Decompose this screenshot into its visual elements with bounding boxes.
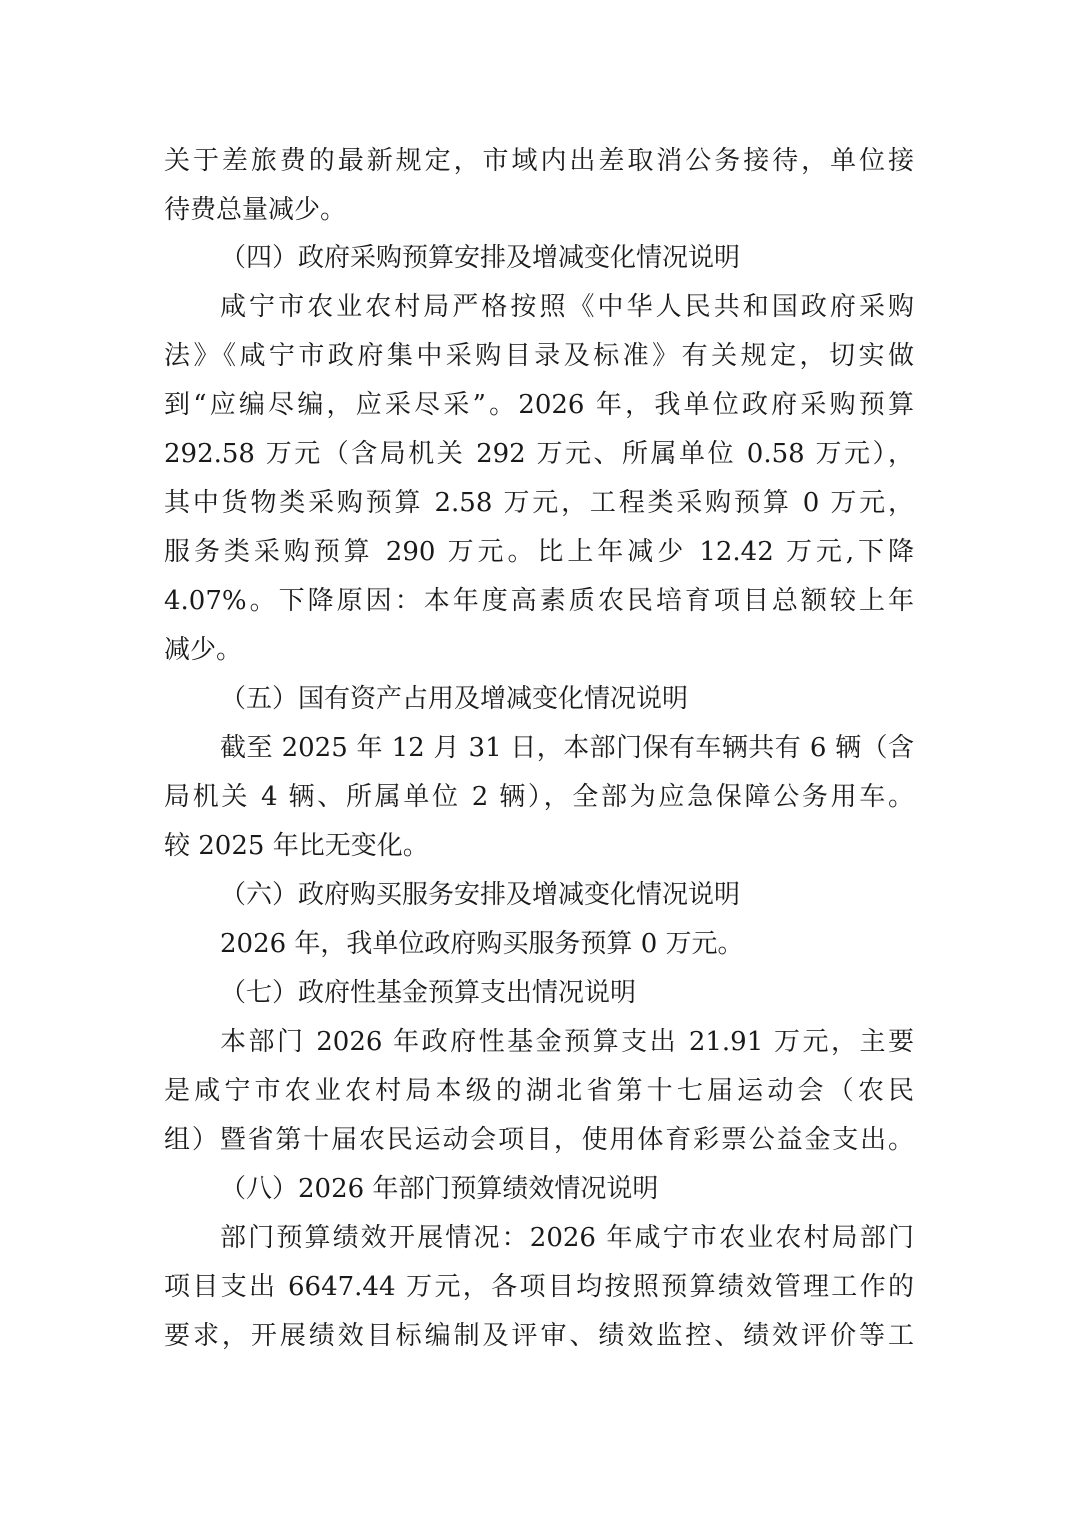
- paragraph-line: 咸宁市农业农村局严格按照《中华人民共和国政府采购: [220, 292, 914, 322]
- section-heading-4: （四）政府采购预算安排及增减变化情况说明: [220, 243, 741, 273]
- paragraph-line: 本部门 2026 年政府性基金预算支出 21.91 万元，主要: [220, 1027, 914, 1057]
- paragraph-line: 局机关 4 辆、所属单位 2 辆），全部为应急保障公务用车。: [164, 782, 914, 812]
- section-heading-6: （六）政府购买服务安排及增减变化情况说明: [220, 880, 741, 910]
- paragraph-line: 292.58 万元（含局机关 292 万元、所属单位 0.58 万元），: [164, 439, 914, 469]
- paragraph-line: 组）暨省第十届农民运动会项目，使用体育彩票公益金支出。: [164, 1125, 914, 1155]
- paragraph-line: 服务类采购预算 290 万元。比上年减少 12.42 万元,下降: [164, 537, 914, 567]
- paragraph-line: 关于差旅费的最新规定，市域内出差取消公务接待，单位接: [164, 146, 914, 176]
- paragraph-line: 要求，开展绩效目标编制及评审、绩效监控、绩效评价等工: [164, 1321, 914, 1351]
- paragraph-line: 是咸宁市农业农村局本级的湖北省第十七届运动会（农民: [164, 1076, 914, 1106]
- paragraph-line: 其中货物类采购预算 2.58 万元，工程类采购预算 0 万元，: [164, 488, 914, 518]
- section-heading-8: （八）2026 年部门预算绩效情况说明: [220, 1174, 659, 1204]
- section-heading-7: （七）政府性基金预算支出情况说明: [220, 978, 637, 1008]
- paragraph-line: 截至 2025 年 12 月 31 日，本部门保有车辆共有 6 辆（含: [220, 733, 914, 763]
- paragraph-line: 到“应编尽编，应采尽采”。2026 年，我单位政府采购预算: [164, 390, 914, 420]
- section-heading-5: （五）国有资产占用及增减变化情况说明: [220, 684, 689, 714]
- paragraph-line: 待费总量减少。: [164, 195, 347, 225]
- paragraph-line: 较 2025 年比无变化。: [164, 831, 429, 861]
- paragraph-line: 项目支出 6647.44 万元，各项目均按照预算绩效管理工作的: [164, 1272, 914, 1302]
- paragraph-line: 4.07%。下降原因：本年度高素质农民培育项目总额较上年: [164, 586, 914, 616]
- paragraph-line: 部门预算绩效开展情况：2026 年咸宁市农业农村局部门: [220, 1223, 914, 1253]
- paragraph-line: 减少。: [164, 635, 243, 665]
- paragraph-line: 2026 年，我单位政府购买服务预算 0 万元。: [220, 929, 744, 959]
- paragraph-line: 法》《咸宁市政府集中采购目录及标准》有关规定，切实做: [164, 341, 914, 371]
